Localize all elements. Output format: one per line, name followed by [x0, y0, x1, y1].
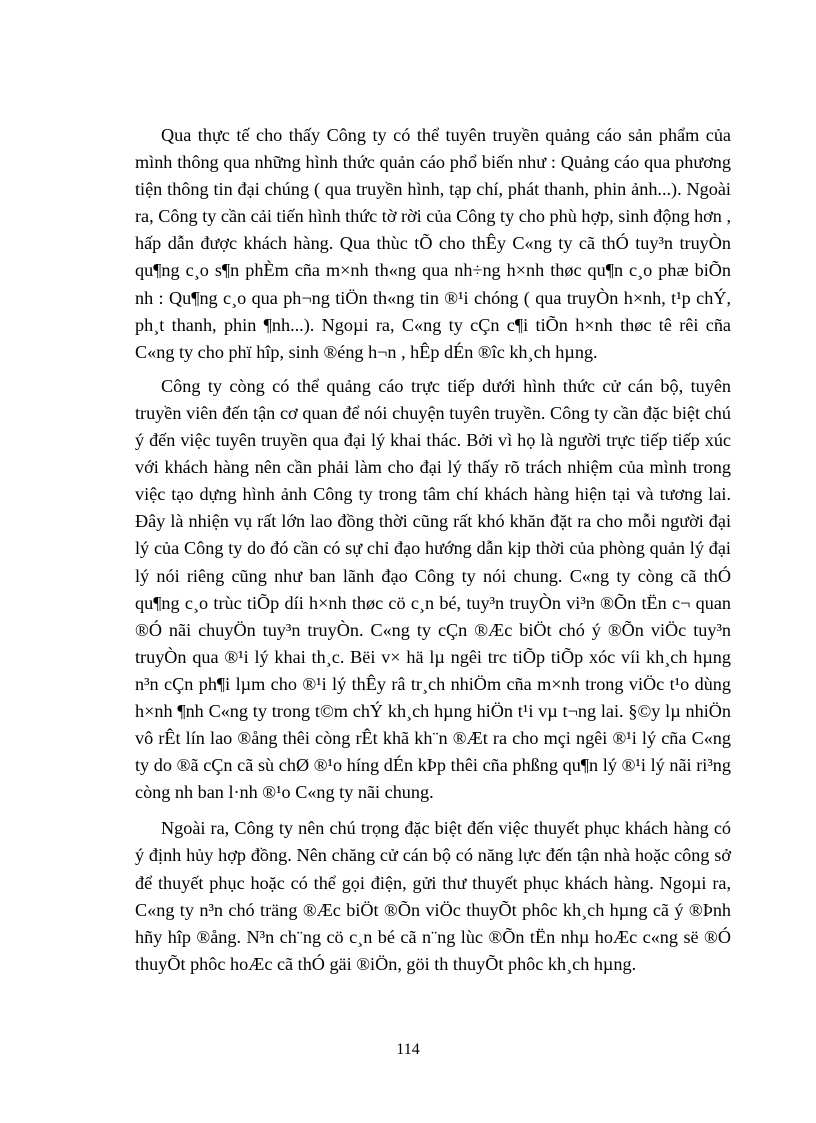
paragraph-direct-advertising: Công ty còng có thể quảng cáo trực tiếp dưới hình thức cử cán bộ, tuyên truyền viên đến tận cơ quan để nói chuyện tuyên truyền. Công ty cần đặc biệt chú ý đến việc tuyên truyền qua đại lý khai thác. Bởi vì họ là người trực tiếp tiếp xúc với khách hàng nên cần phải làm cho đại lý thấy rõ trách nhiệm của mình trong việc tạo dựng hình ảnh Công ty trong tâm chí khách hàng hiện tại và tương lai. Đây là nhiện vụ rất lớn lao đồng thời cũng rất khó khăn đặt ra cho mỗi người đại lý của Công ty do đó cần có sự chỉ đạo hướng dẫn kịp thời của phòng quản lý đại lý nói riêng cũng như ban lãnh đạo Công ty nói chung. C«ng ty còng cã thÓ qu¶ng c¸o trùc tiÕp díi h×nh thøc cö c¸n bé, tuy³n truyÒn vi³n ®Õn tËn c¬ quan ®Ó nãi chuyÖn tuy³n truyÒn. C«ng ty cÇn ®Æc biÖt chó ý ®Õn viÖc tuy³n truyÒn qua ®¹i lý khai th¸c. Bëi v× hä lµ ngêi trc tiÕp tiÕp xóc víi kh¸ch hµng n³n cÇn ph¶i lµm cho ®¹i lý thÊy râ tr¸ch nhiÖm cña m×nh trong viÖc t¹o dùng h×nh ¶nh C«ng ty trong t©m chÝ kh¸ch hµng hiÖn t¹i vµ t¬ng lai. §©y lµ nhiÖn vô rÊt lín lao ®ång thêi còng rÊt khã kh¨n ®Æt ra cho mçi ngêi ®¹i lý cña C«ng ty do ®ã cÇn cã sù chØ ®¹o híng dÉn kÞp thêi cña phßng qu¶n lý ®¹i lý nãi ri³ng còng nh ban l·nh ®¹o C«ng ty nãi chung. [135, 375, 731, 803]
page-number: 114 [396, 1041, 420, 1058]
body-text [135, 122, 731, 978]
paragraph-advertising-media: Qua thực tế cho thấy Công ty có thể tuyên truyền quảng cáo sản phẩm của mình thông qua những hình thức quản cáo phổ biến như : Quảng cáo qua phương tiện thông tin đại chúng ( qua truyền hình, tạp chí, phát thanh, phin ảnh...). Ngoài ra, Công ty cần cải tiến hình thức tờ rời của Công ty cho phù hợp, sinh động hơn , hấp dẫn được khách hàng. Qua thùc tÕ cho thÊy C«ng ty cã thÓ tuy³n truyÒn qu¶ng c¸o s¶n phÈm cña m×nh th«ng qua nh÷ng h×nh thøc qu¶n c¸o phæ biÕn nh : Qu¶ng c¸o qua ph¬ng tiÖn th«ng tin ®¹i chóng ( qua truyÒn h×nh, t¹p chÝ, ph¸t thanh, phin ¶nh...). Ngoµi ra, C«ng ty cÇn c¶i tiÕn h×nh thøc tê rêi cña C«ng ty cho phï hîp, sinh ®éng h¬n , hÊp dÉn ®îc kh¸ch hµng. [135, 125, 731, 362]
paragraph-customer-persuasion: Ngoài ra, Công ty nên chú trọng đặc biệt đến việc thuyết phục khách hàng có ý định hủy hợp đồng. Nên chăng cử cán bộ có năng lực đến tận nhà hoặc công sở để thuyết phục hoặc có thể gọi điện, gửi thư thuyết phục khách hàng. Ngoµi ra, C«ng ty n³n chó träng ®Æc biÖt ®Õn viÖc thuyÕt phôc kh¸ch hµng cã ý ®Þnh hñy hîp ®ång. N³n ch¨ng cö c¸n bé cã n¨ng lùc ®Õn tËn nhµ hoÆc c«ng së ®Ó thuyÕt phôc hoÆc cã thÓ gäi ®iÖn, göi th thuyÕt phôc kh¸ch hµng. [135, 818, 731, 974]
